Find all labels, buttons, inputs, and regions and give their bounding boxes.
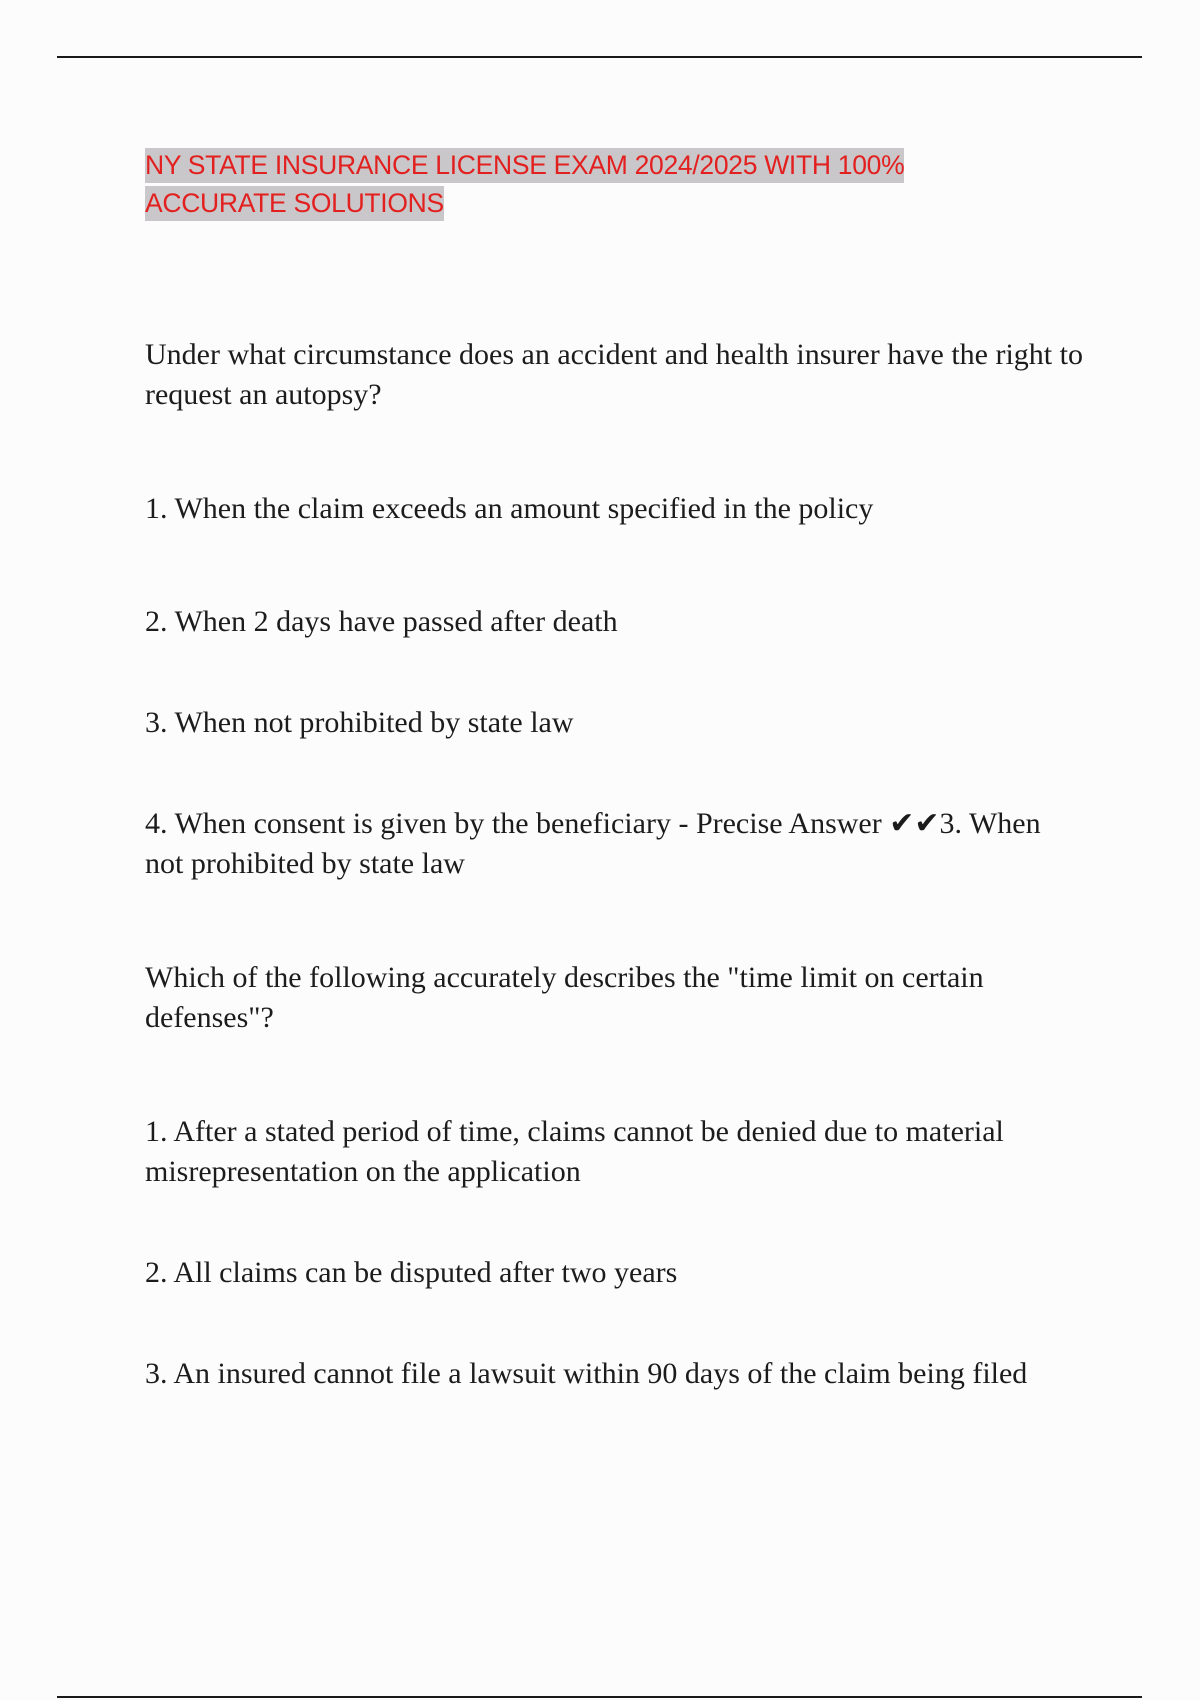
question-1-option-1: 1. When the claim exceeds an amount specified in the policy (145, 492, 874, 525)
header-rule (57, 56, 1142, 58)
question-1-option-3: 3. When not prohibited by state law (145, 706, 574, 739)
question-1-option-2: 2. When 2 days have passed after death (145, 605, 618, 638)
question-2-option-1: 1. After a stated period of time, claims cannot be denied due to material misrepresentation on the application (145, 1115, 1004, 1188)
question-1-option-4-answer: 4. When consent is given by the beneficiary - Precise Answer ✔✔3. When not prohibited by state law (145, 807, 1041, 880)
question-2-option-2: 2. All claims can be disputed after two years (145, 1256, 678, 1289)
question-2-text: Which of the following accurately describes the "time limit on certain defenses"? (145, 961, 984, 1034)
question-2-option-3: 3. An insured cannot file a lawsuit within 90 days of the claim being filed (145, 1357, 1028, 1390)
document-title-text: NY STATE INSURANCE LICENSE EXAM 2024/2025 WITH 100% ACCURATE SOLUTIONS (145, 148, 904, 221)
footer-rule (57, 1696, 1142, 1698)
question-1-text: Under what circumstance does an accident and health insurer have the right to request an autopsy? (145, 338, 1083, 411)
document-title (145, 146, 1005, 222)
